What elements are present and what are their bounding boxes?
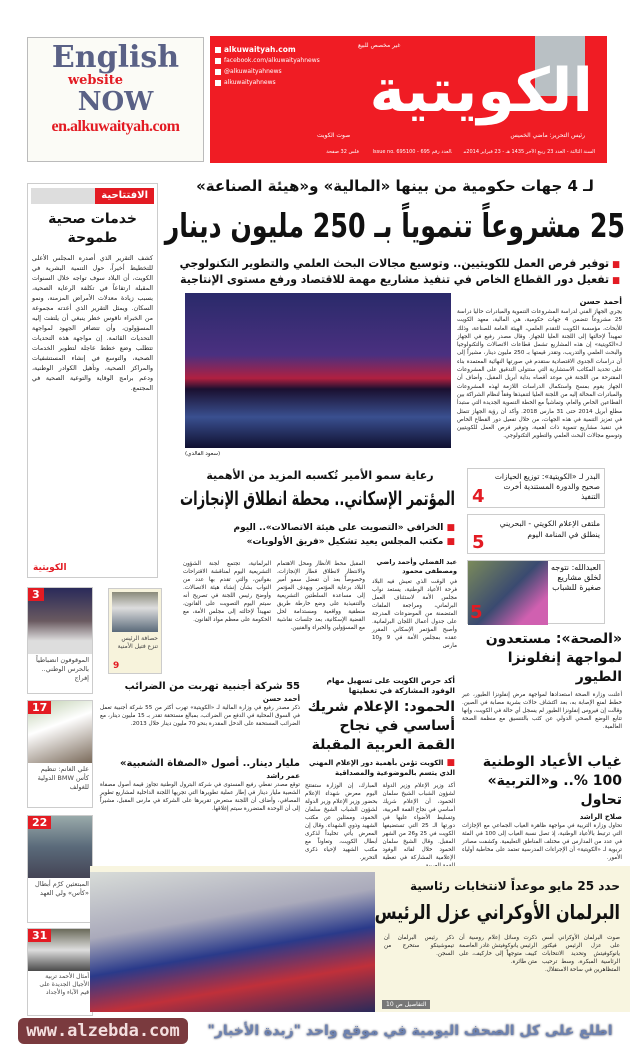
- conference-bullet: ■ الخرافي «التصويت على هيئة الاتصالات».. اليوم: [200, 522, 455, 535]
- twitter-icon: [215, 69, 221, 75]
- instagram-link[interactable]: alkuwaityahnews: [224, 79, 276, 86]
- safat-body: توقع مصدر نفطي رفيع المستوى في شركة البترول الوطنية تجاوز قيمة أصول مصفاة الشعبية مليار دينار في إطار عملية تطويرها التي تجريها اللجنة الداخلية لمشاريع تطوير المصافي، وأضاف أن اللجنة ستعرض تقريرها على الشركة في مارس المقبل، مشيراً إلى أن الوحدة المتضررة سيتم إغلاقها.: [100, 782, 300, 812]
- editorial-body: كشف التقرير الذي أصدره المجلس الأعلى للتخطيط أخيراً، حول التنمية البشرية في الكويت، أن البلاد سوف تواجه خلال السنوات المقبلة ارتفاعاً في تكلفة الرعاية الصحية، بسبب زيادة معدلات الأمراض المزمنة، ونمو السكان. ويمثل التقرير الذي أعدته مجموعة من الخبراء ناقوس خطر ينبغي أن يلتفت إليه المسؤولون، وأن تتضافر الجهود لمواجهة التحديات القائمة. إن مواجهة هذه التحديات تتطلب وضع خطط عاجلة لتطوير الخدمات الصحية، والتوسع في إنشاء المستشفيات والمراكز الصحية، وتأهيل الكوادر الوطنية، ودعم برامج الوقاية والتوعية الصحية في المجتمع.: [32, 255, 153, 392]
- thumb-photo: [28, 816, 92, 878]
- thumb-photo: [28, 701, 92, 763]
- ad-website: website: [67, 73, 124, 88]
- ukraine-headline[interactable]: البرلمان الأوكراني عزل الرئيس: [374, 900, 620, 924]
- brief-title: العبدالله: نتوجه لخلق مشاريع صغيرة للشباب: [551, 563, 601, 592]
- issue-number: العدد رقم 695 - Issue no. 695: [372, 149, 452, 155]
- alzebda-slogan: اطلع على كل الصحف اليومية في موقع واحد "زبدة الأخبار": [207, 1023, 613, 1039]
- masthead: [210, 36, 607, 163]
- brief-title: البدر لـ «الكويتية»: توزيع الحيازات صحيح والدورة المستندية أخرت التنفيذ: [494, 472, 600, 501]
- lead-text-column: [457, 295, 622, 460]
- media-kicker: أكد حرص الكويت على تسهيل مهام الوفود المشاركة في تغطيتها: [326, 676, 455, 695]
- thumb-item[interactable]: [108, 588, 162, 674]
- ukraine-protest-photo: [90, 872, 375, 1012]
- facebook-link[interactable]: facebook.com/alkuwaityahnews: [224, 57, 320, 64]
- lead-byline: أحمد حسن: [579, 297, 622, 306]
- health-headline[interactable]: «الصحة»: مستعدون لمواجهة إنفلونزا الطيور: [485, 631, 622, 685]
- editorial-signature-logo: الكويتية: [33, 563, 67, 573]
- conference-body-col: في الوقت الذي تعيش فيه البلاد فرحة الأعياد الوطنية، يستعد نواب مجلس الأمة لاستئناف العمل البرلماني، ومراجعة الملفات المتضمنة من الموضوعات المدرجة على جدول أعمال اللجان البرلمانية. وأصبح المؤتمر الإسكاني المقرر عقده بمجلس الأمة في 9 و10 مارس: [372, 579, 458, 649]
- lead-bullet: ■ تفعيل دور القطاع الخاص في تنفيذ مشاريع مهمة للاقتصاد ورفع مستوى الإنتاجية: [180, 272, 620, 289]
- website-link[interactable]: alkuwaityah.com: [224, 45, 296, 54]
- lead-headline[interactable]: 25 مشروعاً تنموياً بـ 250 مليون دينار: [164, 206, 625, 245]
- absence-story: [462, 753, 622, 859]
- lead-kicker: لـ 4 جهات حكومية من بينها «المالية» و«هيئة الصناعة»: [196, 177, 594, 195]
- absence-headline[interactable]: غياب الأعياد الوطنية 100 %.. و«التربية» تحاول: [482, 754, 622, 808]
- brief-page: 5: [470, 602, 483, 623]
- thumb-caption: حصافة الرئيس تنزع فتيل الأمنية: [117, 635, 158, 650]
- ad-english: English: [51, 40, 180, 75]
- lead-body: يجري الجهاز الفني لدراسة المشروعات التنموية والمبادرات حاليا دراسة 25 مشروعاً تتضمن 4 جهات حكومية، هي المالية، معهد الكويت للأبحاث، مؤسسة الكويت للتقدم العلمي، الهيئة العامة للصناعة، وذلك تمهيداً لإحالتها إلى اللجنة العليا للجهاز. وقال مصدر رفيع في الجهاز لـ«الكويتية» إن هذه المشاريع تشمل قطاعات الاتصالات والتكنولوجيا والبحث العلمي والتدريب، وتقدر قيمتها بـ 250 مليون دينار، مشيراً إلى أن دراسات الجدوى الاقتصادية ستقدم في صورتها النهائية المعتمدة بناء على تحديد المكاتب الاستشارية التي ستتولى التدقيق على المشروعات المقترحة من اللجنة في موعد أقصاه بداية أبريل المقبل. وأضاف أن الجهاز يقوم بمسح واستكمال الدراسات اللازمة لهذه المشروعات والمبادرات المحالة إليه من اللجنة العليا لتنفيذها وفقاً لنظام الشراكة بين القطاعين الخاص والعام، وتماشياً مع الخطة التنموية الجديدة التي ستبدأ مطلع أبريل 2014 حتى 31 مارس 2018. وأكد أن رؤية الجهاز تتمثل في تعزيز التنمية في هذه الجهات، من خلال تفعيل دور القطاع الخاص في تنفيذ مشاريع تنموية ذات أهمية، وتوفير فرص العمل للكويتيين وتوسيع مجالات البحث العلمي والتطوير التكنولوجي.: [457, 309, 622, 440]
- price-pages: 100 فلس 32 صفحة: [326, 149, 416, 155]
- brief-page: 4: [472, 486, 485, 507]
- page-number: 9: [113, 661, 120, 671]
- media-headline[interactable]: الحمود: الإعلام شريك أساسي في نجاح القمة العربية المقبلة: [307, 699, 455, 753]
- conference-body-col: البرلمانية، تجتمع لجنة الشؤون التشريعية اليوم لمناقشة الاقتراحات بقوانين، والتي تقدم بها عدد من النواب بشأن إنشاء هيئة الاتصالات. وأوضح رئيس اللجنة في تصريح أنه سيتم اليوم التصويت على القانون، تمهيداً لإحالته إلى مجلس الأمة، مع الحكومة على معظم مواد القانون.: [183, 561, 271, 623]
- media-body-col: أكد وزير الإعلام وزير الدولة لشؤون الشباب الشيخ سلمان الحمود، أن الإعلام شريك أساسي في نجاح القمة العربية، وتسليط الأضواء عليها في دورتها الـ 25 التي تستضيفها الكويت في 25 و26 من الشهر المقبل. وقال الشيخ سلمان الحمود خلال لقائه الوفود الإعلامية المشاركة في تغطية: [382, 783, 455, 861]
- ukraine-kicker: حدد 25 مايو موعداً لانتخابات رئاسية: [410, 879, 620, 893]
- photo-credit: (سعود الفالدي): [185, 451, 221, 457]
- safat-byline: عمر راشد: [266, 772, 300, 780]
- alzebda-url[interactable]: www.alzebda.com: [18, 1018, 188, 1044]
- thumb-item[interactable]: [27, 587, 93, 694]
- absence-byline: صلاح الراشد: [579, 813, 622, 821]
- social-links: [215, 44, 320, 88]
- twitter-link[interactable]: @alkuwaityahnews: [224, 68, 282, 75]
- instagram-icon: [215, 80, 221, 86]
- not-for-sale: غير مخصص للبيع: [358, 42, 401, 49]
- editorial-box: [27, 183, 158, 578]
- health-body: أعلنت وزارة الصحة استعدادها لمواجهة مرض إنفلونزا الطيور، عبر خطط لمنع الإصابة به، بعد اكتشاف حالات بشرية مصابة في الصين. وقالت إن فيروس إنفلونزا الطيور لم يسجل أي حالة في الكويت، وإنها تتابع الوضع الصحي الدولي عن كثب بالتنسيق مع منظمة الصحة العالمية.: [462, 692, 622, 730]
- thumb-caption: أمثال الأحمد تربية الأجيال الجديدة على قيم الآباء والأجداد: [39, 973, 89, 996]
- brief-item[interactable]: [467, 514, 605, 554]
- facebook-icon: [215, 58, 221, 64]
- brief-page: 5: [472, 532, 485, 553]
- conference-byline: عبد الفضلي وأحمد راضي ومصطفى محمود: [376, 558, 457, 575]
- taxes-body: ذكر مصدر رفيع في وزارة المالية لـ «الكويتية» تهرب أكثر من 55 شركة أجنبية تعمل في السوق المحلية في الدفع من الضرائب، بمبالغ مستحقة تقدر بـ 15 مليون دينار، مع الضرائب المستحقة على الدخل المقدرة بنحو 70 مليون دينار خلال 2013.: [100, 705, 300, 727]
- ukraine-body-col: صوت البرلمان الأوكراني أمس على عزل الرئيس فيكتور يانوكوفيتش وتحديد الانتخابات الرئاسية المبكرة، وسط ترحيب المتظاهرين في ساحة الاستقلال.: [542, 935, 620, 973]
- thumb-item[interactable]: [27, 700, 93, 808]
- taxes-story: [100, 680, 300, 754]
- ukraine-body-col: ذكرت وسائل إعلام روسية أن الرئيس يانوكوفيتش غادر العاصمة كييف متوجهاً إلى خاركيف، على متن طائرة.: [459, 935, 537, 965]
- thumb-photo: [112, 592, 158, 632]
- issue-meta: [220, 149, 595, 155]
- editorial-label: الافتتاحية: [95, 188, 154, 204]
- issue-date: السنة الثالثة - العدد 23 ربيع الآخر 1435 هـ - 23 فبراير 2014م: [463, 149, 595, 155]
- thumb-photo: [28, 588, 92, 654]
- page-number: 22: [28, 816, 51, 829]
- ad-url[interactable]: en.alkuwaityah.com: [51, 118, 180, 135]
- ukraine-more-link[interactable]: التفاصيل ص 10: [382, 1000, 430, 1009]
- media-story: [305, 676, 455, 860]
- globe-icon: [215, 47, 221, 53]
- editorial-title[interactable]: خدمات صحية طموحة: [48, 211, 137, 246]
- media-body-columns: [305, 782, 455, 860]
- thumb-caption: علي الغانم: تنظيم كأس BMW الدولية للغولف: [37, 765, 89, 791]
- page-number: 17: [28, 701, 51, 714]
- thumb-photo: [28, 929, 92, 971]
- brief-item[interactable]: [467, 468, 605, 508]
- conference-headline[interactable]: المؤتمر الإسكاني.. محطة انطلاق الإنجازات: [180, 488, 455, 510]
- conference-kicker: رعاية سمو الأمير تُكسبه المزيد من الأهمية: [206, 469, 434, 482]
- taxes-byline: أحمد حسن: [262, 695, 300, 703]
- health-story: [462, 630, 622, 750]
- slogan: صوت الكويت: [317, 132, 351, 139]
- media-bullet: ■ الكويت تؤمن بأهمية دور الإعلام المهني الذي يتسم بالموضوعية والمصداقية: [305, 758, 455, 778]
- english-website-ad[interactable]: [27, 37, 204, 162]
- editor-in-chief: رئيس التحرير: ماضي الخميس: [510, 132, 585, 139]
- thumb-caption: المبتعثين كرّم أبطال «كأس» ولي العهد: [35, 880, 89, 897]
- thumb-caption: الموقوفون انضباطياً بالحرس الوطني.. إفراج: [36, 656, 89, 682]
- page-number: 31: [28, 929, 51, 942]
- page-number: 3: [28, 588, 44, 601]
- safat-story: [100, 757, 300, 859]
- ad-now: NOW: [77, 87, 154, 117]
- absence-body: تحاول وزارة التربية في مواجهة ظاهرة الغياب الجماعي مع الإجازات التي ترتبط بالأعياد الوطنية، إذ تصل نسبة الغياب إلى 100 في المئة في عدد من المدارس في مختلف المناطق التعليمية. وكشفت مصادر تربوية لـ «الكويتية» أن الإجراءات المدرسية تعتمد على مخاطبة أولياء الأمور.: [462, 823, 622, 861]
- lead-photo-kuwait-skyline: [185, 293, 451, 448]
- newspaper-logo: الكويتية: [369, 56, 593, 126]
- conference-first-column: [372, 558, 457, 664]
- conference-body-col: المقبل محط الأنظار ومحل الاهتمام والانتظار لانطلاق قطار الإنجازات، وخصوصاً بعد أن تفضل سمو أمير البلاد برعاية المؤتمر. ويهدف المؤتمر إلى مساعدة السلطتين التشريعية والتنفيذية على وضع خارطة طريق منطقية وواقعية ومستدامة لحل القضية الإسكانية، بعد جلسات نقاشية مع المسؤولين والخبراء والفنيين.: [277, 561, 365, 631]
- thumb-item[interactable]: [27, 928, 93, 1016]
- ukraine-body-col: ذكر رئيس البرلمان أن تيموشينكو ستخرج من السجن.: [384, 935, 454, 957]
- thumb-item[interactable]: [27, 815, 93, 923]
- editorial-label-bar: [31, 188, 154, 204]
- taxes-headline[interactable]: 55 شركة أجنبية تهربت من الضرائب: [124, 681, 300, 692]
- lead-bullet: ■ توفير فرص العمل للكويتيين.. وتوسيع مجالات البحث العلمي والتطوير التكنولوجي: [180, 256, 620, 273]
- brief-item[interactable]: [467, 560, 605, 624]
- brief-title: ملتقى الإعلام الكويتي - البحريني ينطلق في المنامة اليوم: [499, 519, 600, 539]
- safat-headline[interactable]: مليار دينار.. أصول «الصفاة الشعبية»: [120, 758, 300, 769]
- media-body-col: المبارك، إن الوزارة ستفتتح اليوم معرض شهداء الإعلام بحضور وزير الإعلام وزير الدولة لشؤون الشباب الشيخ سلمان الحمود، وممثلين عن مكتب الشهيد وذوي الشهداء. وقال إن المعرض يأتي تخليداً لذكرى أبطال الكويت، وتعاوناً مع مكتب الشهيد لإحياء ذكرى التحرير.: [305, 783, 378, 861]
- conference-bullet: ■ مكتب المجلس يعيد تشكيل «فريق الأولويات»: [200, 536, 455, 549]
- ukraine-story: [90, 866, 630, 1012]
